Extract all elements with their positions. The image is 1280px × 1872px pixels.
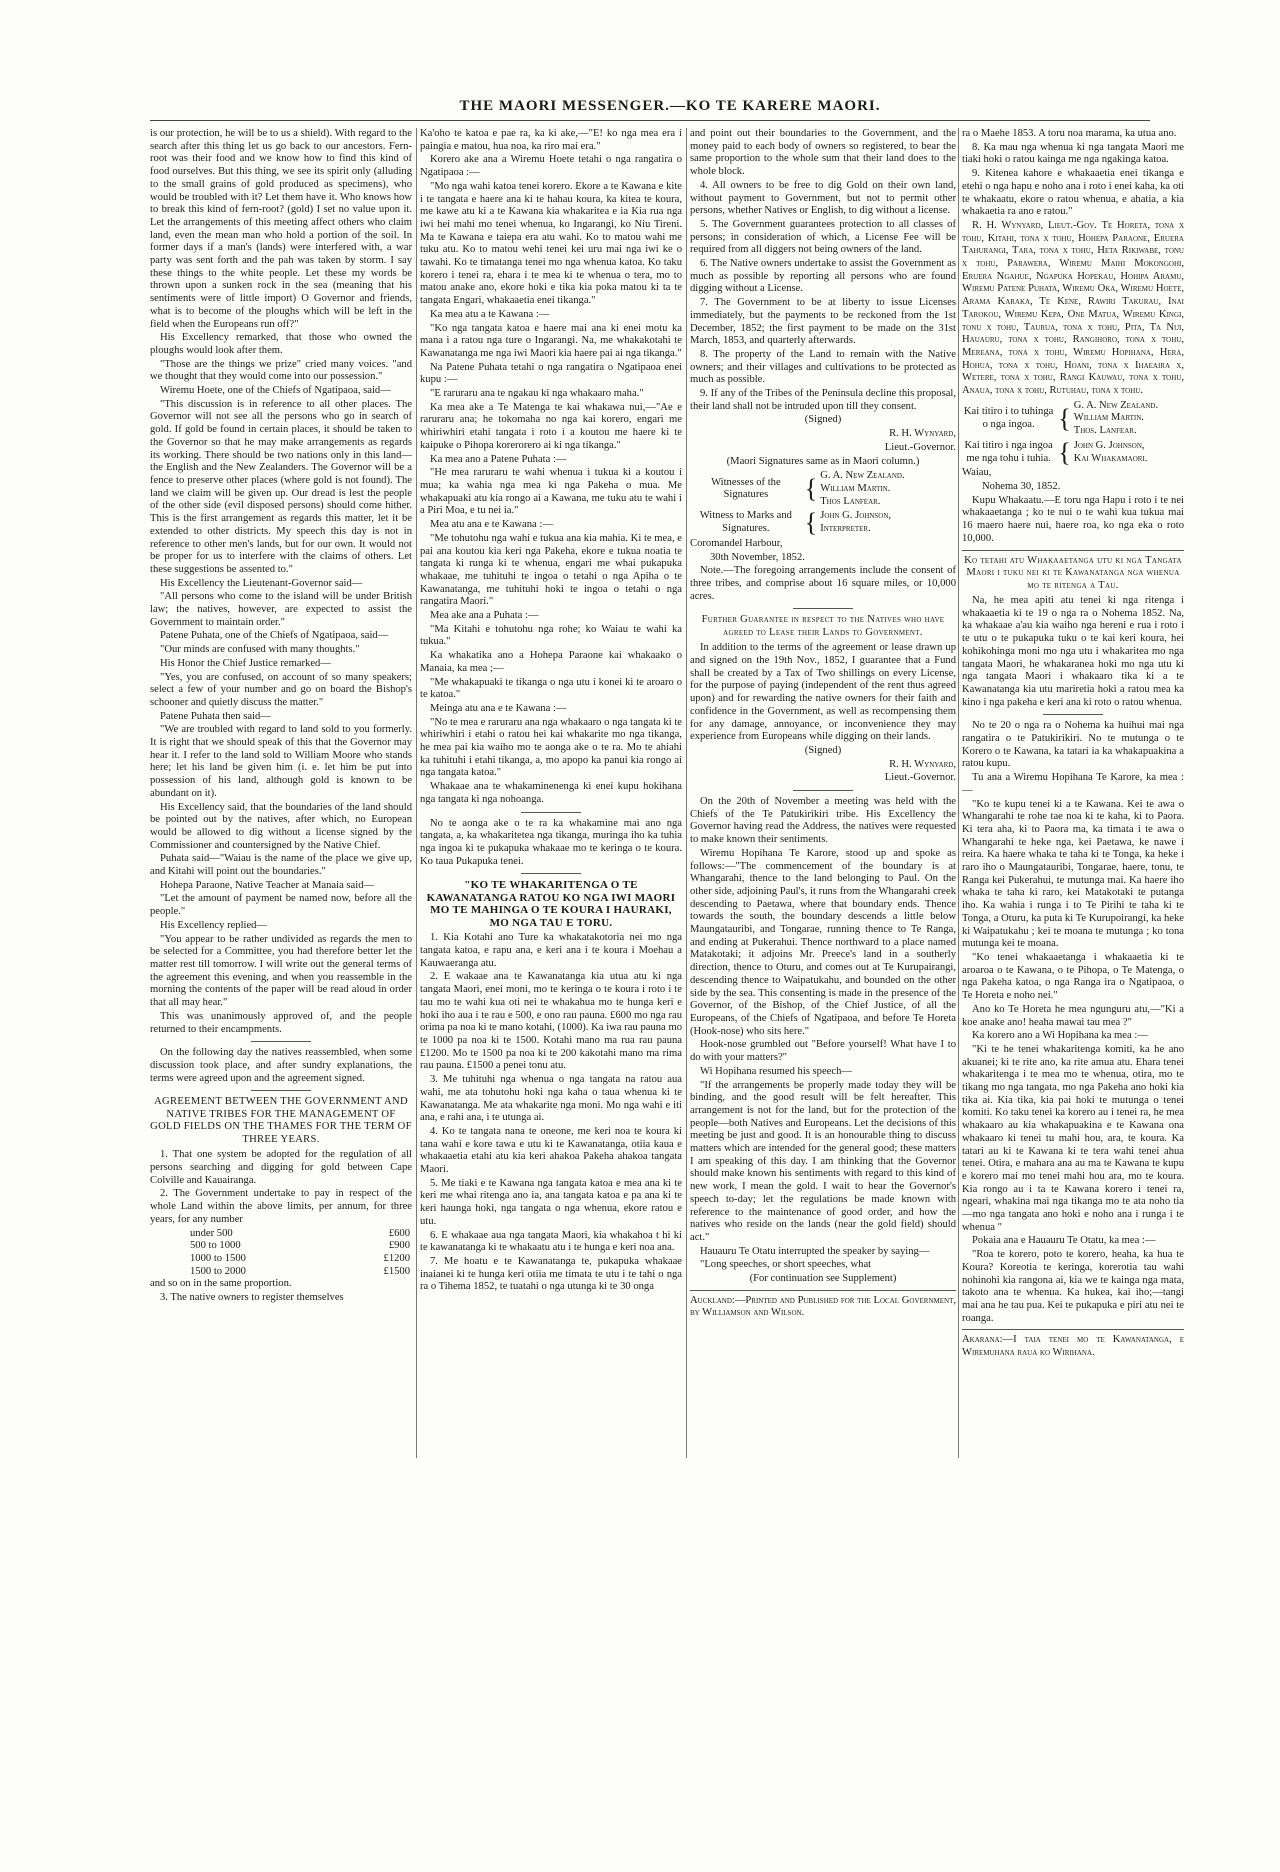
paragraph: "Long speeches, or short speeches, what [700,1259,872,1271]
paragraph: Wiremu Hopihana Te Karore, stood up and spoke as follows:—"The commencement of the boundary is at Whangarahi, thence to the land belonging to Paul. On the other side, adjoining Paul's, it runs from the Whangarahi creek descending to Paetawa, where that boundary ends. Thence towards the south, the boundary descends a little below Maungatauribi, and Tongarae, running thence to Te Ranga, and ending at Pukerahui. Thence northward to a place named Matakotaki; it adjoins Mr. Preece's land in a southerly direction, thence to Oturu, and comes out at Te Kurupairangi, descending thence to Waipatukahu, and bounded on the other side by the sea. This consenting is made in the presence of the Governor, of the Bishop, of the Chief Justice, of all the Europeans, of the Chiefs of Ngatipaoa, and before Te Horeta (Hook-nose) who sits here." [690,847,956,1037]
paragraph: "Those are the things we prize" cried many voices. "and we thought that they would come into our possession." [150,358,412,383]
table-row [150,1240,412,1253]
paragraph: His Excellency remarked, that those who owned the ploughs would look after them. [150,332,412,356]
paragraph: Ka mea ano a Patene Puhata :— [430,453,567,465]
section-rule [1043,714,1103,715]
place: Waiau, [962,467,992,479]
running-header: THE MAORI MESSENGER.—KO TE KARERE MAORI. [459,98,881,114]
signer-name: R. H. Wynyard, [889,428,956,440]
clause: 3. The native owners to register themselves [160,1292,344,1304]
paragraph: Korero ake ana a Wiremu Hoete tetahi o nga rangatira o Ngatipaoa :— [420,154,682,179]
witness-marks-label: Kai titiro i nga ingoa me nga tohu i tuhia. [964,439,1053,464]
paragraph: "Our minds are confused with many thoughts." [160,644,360,656]
paragraph: Ano ko Te Horeta he mea ngunguru atu,—"Ki a koe anake ano! heaha mawai tau mea ?" [962,1003,1184,1028]
imprint-rule [690,1290,956,1291]
table-cell-range: 500 to 1000 [190,1240,241,1252]
note: Kupu Whakaatu.—E toru nga Hapu i roto i te nei whakaaetanga ; ko te nui o te wahi kua tukua mai 16 maero haere nui, haere roa, ko nga eka o roto 10,000. [962,494,1184,544]
table-row [150,1266,412,1279]
witness-role: Kai Whakamaori. [1073,452,1148,464]
witnesses-block [690,470,956,508]
clause: 2. E wakaae ana te Kawanatanga kia utua atu ki nga tangata Maori, enei moni, mo te keringa o te koura i roto i te tau mo te wahi kua oti nei te whakahua mo te hunga keri e hoki iho aua i te rau e 500, e ono rau pauna. £600 mo nga rau orima pa noa ki te mano kotahi, (1000). Ka iwa rau pauna mo te 1000 pa noa ki te 1500. Kotahi mano ma rua rau pauna £1200. Mo te 1500 pa noa ki te 200 kakotahi mano ma rima rau pauna. £1500 a penei tonu atu. [420,971,682,1072]
witness-marks-list [820,510,956,535]
paragraph: On the following day the natives reassembled, when some discussion took place, and after sundry explanations, the terms were agreed upon and the agreement signed. [150,1047,412,1084]
witness-name: William Martin. [1073,412,1144,424]
paragraph: and so on in the same proportion. [150,1278,292,1290]
payment-table [150,1228,412,1279]
paragraph: and point out their boundaries to the Government, and the money paid to each body of owners so registered, to bear the same proportion to the whole sum that their land does to the whole block. [690,128,956,178]
clause: 6. E whakaae aua nga tangata Maori, kia whakahoa t hi ki te kawanatanga ki te whakaatu atu i te hunga e keri noa ana. [420,1229,682,1254]
witnesses-list [1074,400,1184,438]
clause: 7. The Government to be at liberty to issue Licenses immediately, but the payments to be reckoned from the 1st December, 1852; the first payment to be made on the 31st March, 1853, and quarterly afterwards. [690,297,956,347]
witnesses-label: Witnesses of the Signatures [711,476,781,501]
paragraph: Wi Hopihana resumed his speech— [700,1065,852,1077]
column-1-english-proceedings [150,128,412,1458]
paragraph: Ka'oho te katoa e pae ra, ka ki ake,—"E! ko nga mea era i paingia e matou, hua noa, ka riro mai era." [420,128,682,152]
paragraph: "He mea raruraru te wahi whenua i tukua ki a koutou i mua; ka wahia nga mea ki nga Pakeha o mua. Me whakapuaki atu kia rongo ai a Kawana, me tuku atu te wahi i a Piri Moa, e tu nei ia." [420,467,682,517]
table-cell-range: under 500 [190,1227,233,1239]
paragraph: Ka mea atu a te Kawana :— [430,308,550,320]
paragraph: "Mo nga wahi katoa tenei korero. Ekore a te Kawana e kite i te tangata e haere ana ki te hahau koura, ka kitea te koura, me kawe atu ki a te Kawana kia whakaritea e ia Kia rua nga iwi hei mahi mo tenei whenua, ko Ingarangi, ko Niu Tireni. Ma te Kawana e taiepa era atu wahi. Ko to matou wahi me tuku atu. Ko to matou wehi tenei kei uru mai nga iwi ke o tawahi. Ko te timatanga tenei mo nga whenua katoa. Ko taku korero i tenei ra, ehara i te mea ki te whenua o tera, mo to matou anake ano, ekore hoki e tika kia poka matou ki ta te tangata Engari, whakaaetia enei tikanga." [420,180,682,307]
paragraph: "No te mea e raruraru ana nga whakaaro o nga tangata ki te whiriwhiri i etahi o ratou hei kai whakarite mo nga tikanga, he mea pai kia waiho mo te aonga ake o te ra. Mo te ahiahi ka tuhituhi i etahi tikanga, a, mo apopo ka panui kia rongo ai nga tangata katoa." [420,716,682,779]
signer-title: Lieut.-Governor. [884,441,956,453]
paragraph: Patene Puhata then said— [160,710,271,722]
paragraph: Pokaia ana e Hauauru Te Otatu, ka mea :— [972,1235,1156,1247]
witness-name: John G. Johnson, [820,510,892,522]
clause: 7. Me hoatu e te Kawanatanga te, pukapuka whakaae inaianei ki te hunga keri otiia me timata te utu i te tahi o nga ra o Tihema 1852, te tuatahi o nga utunga ki te 30 onga [420,1255,682,1293]
clause: 6. The Native owners undertake to assist the Government as much as possible by reporting all persons who are found digging without a License. [690,258,956,295]
witnesses-label: Kai titiro i to tuhinga o nga ingoa. [963,406,1054,430]
maori-signatures-note: (Maori Signatures same as in Maori column.) [726,455,920,467]
table-row [150,1253,412,1266]
clause: 1. That one system be adopted for the regulation of all persons searching and digging for gold between Cape Colville and Kauairanga. [150,1149,412,1186]
table-cell-range: 1000 to 1500 [190,1252,246,1264]
section-rule [521,812,581,813]
paragraph: "Me tohutohu nga wahi e tukua ana kia mahia. Ki te mea, e pai ana koutou kia keri nga Pakeha, ekore e tukua noatia te tangata ki runga ki te whenua, engari me whai pukapuka whakaae, me tuhituhi te ingoa o tetahi o nga Apiha o te Kawanatanga, me tuhituhi hoki te ingoa o tetahi o nga rangatira Maori." [420,532,682,608]
paragraph: ra o Maehe 1853. A toru noa marama, ka utua ano. [962,128,1177,139]
paragraph: "Roa te korero, poto te korero, heaha, ka hua te Koura? Koreotia te keringa, korerotia tau wahi nohinohi kia rangona ai, kia we te kainga nga mata, takoto ana te whenua. Ka hukea, kai iho;—tangi mai ana he tau pua. Kei te pukapuka e piri atu nei te roanga. [962,1249,1184,1324]
witness-marks-block [690,508,956,538]
paragraph: Whakaae ana te whakaminenenga ki enei kupu hokihana nga tangata ki nga nohoanga. [420,781,682,805]
witness-marks-list [1074,440,1184,465]
clause: 3. Me tuhituhi nga whenua o nga tangata na ratou aua wahi, me ata tohutohu hoki nga kaha o taua whenua ki te Kawanatanga. Me ata whakarite nga moni. Mo nga wahi e iti ana, e rahi ana, i te utunga ai. [420,1074,682,1124]
paragraph: "Ki te he tenei whakaritenga komiti, ka he ano akuanei; ki te rite ano, ka rite amua atu. Ehara tenei whakaritenga i te mea mo te whenua, otira, mo te tikang mo nga tangata, mo nga Pakeha ano hoki kia tika ai. Kia tika, kia pai hoki te mutunga o tenei komiti. Ko taku tenei ka korero au i tenei ra, he mea whakaaro au kia whakapuakina e te Kawana ona whakaaro ki tenei tu mahi hou, ara, te koura. Ka tatari au ki te Kawana ki te tera wahi tenei ahua tenei. Otira, e mahara ana au ma te Kawana te kupu e korero mai mo tenei mahi hou ara, mo te koura. Kia rongo au i ta te Kawana korero i tenei ra, ngeari, whakina mai nga tikanga mo te ata noho tia—mo nga tangata ano hoki e noho ana i runga i te whenua " [962,1043,1184,1233]
column-divider [958,128,959,1458]
witness-name: G. A. New Zealand. [1073,399,1159,411]
paragraph: "Ko tenei whakaaetanga i whakaaetia ki te aroaroa o te Kawana, o te Pihopa, o Te Matenga, o nga Pakeha katoa, o nga Ranga ira o Ngatipaoa, o Te Horeta e noho nei." [962,951,1184,1002]
paragraph: His Excellency the Lieutenant-Governor said— [160,577,363,589]
table-cell-amount: £1500 [383,1265,410,1277]
date: 30th November, 1852. [710,551,805,563]
paragraph: "We are troubled with regard to land sold to you formerly. It is right that we should speak of this that the Governor may hear it. I refer to the land sold to William Moore who stands here; let his land be given him (i. e. let him be put into possession of his land, although gold is known to be abundant on it). [150,724,412,799]
paragraph: "You appear to be rather undivided as regards the men to be selected for a Committee, you had therefore better let the matter rest till tomorrow. I will write out the general terms of the agreement this evening, and when you reassemble in the morning the contents of the paper will be read aloud in order that all may hear." [150,933,412,1009]
guarantee-heading: Further Guarantee in respect to the Natives who have agreed to Lease their Lands to Government. [701,614,945,638]
paragraph: Ka korero ano a Wi Hopihana ka mea :— [972,1030,1148,1042]
place: Coromandel Harbour, [690,537,783,549]
clause: 1. Kia Kotahi ano Ture ka whakatakotoria nei mo nga tangata katoa, e rapu ana, e keri ana i te koura i Moehau a Kauwaeranga atu. [420,932,682,969]
continuation-note: (For continuation see Supplement) [749,1273,897,1285]
signer-name: R. H. Wynyard, [889,758,956,770]
date: Nohema 30, 1852. [982,480,1061,492]
column-3-agreement-continued [690,128,956,1458]
column-divider [416,128,417,1458]
paragraph: "E raruraru ana te ngakau ki nga whakaaro maha." [430,388,644,400]
paragraph: His Excellency replied— [160,919,268,931]
brace-glyph: { [804,508,818,538]
witness-name: William Martin. [820,482,891,494]
witnesses-block [962,400,1184,438]
clause: 8. The property of the Land to remain with the Native owners; and their villages and cultivations to be protected as much as possible. [690,348,956,386]
clause: 5. Me tiaki e te Kawana nga tangata katoa e mea ana ki te keri me whai ritenga ano ia, ana tangata katoa e pa ana ki te keri haunga hoki, nga tangata o nga whenua, ekore ratou e utu. [420,1177,682,1227]
witness-name: Thos. Lanfear. [1073,425,1137,437]
note: Note.—The foregoing arrangements include the consent of three tribes, and comprise about 16 square miles, or 10,000 acres. [690,565,956,602]
table-cell-amount: £1200 [383,1252,410,1264]
brace-glyph: { [1058,403,1071,433]
column-4-maori-continued [962,128,1184,1458]
signed-label: (Signed) [804,414,842,426]
paragraph: Mea atu ana e te Kawana :— [430,519,553,531]
witness-name: G. A. New Zealand. [820,470,905,482]
paragraph: In addition to the terms of the agreement or lease drawn up and signed on the 19th Nov., 1852, I guarantee that a Fund shall be created by a Tax of Two shillings on every License, for the purpose of paying (independent of the rent thus agreed upon) and for rewarding the native owners for their faith and confidence in the Government, as well as recompensing them for any damage, annoyance, or inconvenience they may experience from Europeans while digging on their lands. [690,642,956,743]
paragraph: "Ko nga tangata katoa e haere mai ana ki enei motu ka mana i a ratou nga ture o Ingarangi. Na, me whakakotahi te Kawanatanga me nga iwi Maori kia haere pai ai nga tikanga." [420,322,682,359]
paragraph: Hauauru Te Otatu interrupted the speaker by saying— [700,1245,930,1257]
witness-role: Interpreter. [820,523,871,535]
clause: 4. Ko te tangata nana te oneone, me keri noa te koura ki tana wahi e kore tawa e utu ki te Kawanatanga, otiia kaua e whakaaetia etahi atu kia keri ahakoa Pakeha ahakoa tangata Maori. [420,1125,682,1176]
witness-marks-label: Witness to Marks and Signatures. [699,510,792,535]
paragraph: Hook-nose grumbled out "Before yourself! What have I to do with your matters?" [690,1039,956,1064]
paragraph: "Me whakapuaki te tikanga o nga utu i konei ki te aroaro o te katoa." [420,676,682,701]
paragraph: Puhata said—"Waiau is the name of the place we give up, and Kitahi will point out the boundaries." [150,853,412,878]
table-cell-range: 1500 to 2000 [190,1265,246,1277]
clause: 9. Kitenea kahore e whakaaetia enei tikanga e etehi o nga hapu e noho ana i roto i enei kaha, ka oti te whakaatu, ekore o ratou whenua, e ahatia, a kia whakaetia ra ano e ratou." [962,168,1184,218]
paragraph: On the 20th of November a meeting was held with the Chiefs of the Te Patukirikiri tribe. His Excellency the Governor having read the Address, the natives were requested to make known their sentiments. [690,796,956,846]
column-2-maori-proceedings [420,128,682,1458]
header-rule [150,120,1150,121]
clause: 5. The Government guarantees protection to all classes of persons; in consideration of which, a License Fee will be required from all diggers not being owners of the land. [690,218,956,256]
paragraph: No te aonga ake o te ra ka whakamine mai ano nga tangata, a, ka whakaritetea nga tikanga, muringa iho ka tuhia nga ingoa ki te pukapuka whakaae mo te keringa o te koura. Ko taua Pukapuka tenei. [420,817,682,867]
paragraph: Na Patene Puhata tetahi o nga rangatira o Ngatipaoa enei kupu :— [420,361,682,386]
imprint-rule [962,1329,1184,1330]
witness-name: Thos Lanfear. [820,495,881,507]
paragraph: "This discussion is in reference to all other places. The Governor will not see all the persons who go in search of gold. If gold be found in certain places, it should be taken to the Governor so that he may make arrangements as regards its working. There should be two nations only in this land—the English and the New Zealanders. The Governor will be a fence to preserve other places (where gold is not found). The land we claim will be given up. Our dread is lest the people of the other side (evil disposed persons) should come hither. This is the first arrangement as regards this matter, let it be extended to other districts. My speech this day is not in reference to other men's lands, but for our own. It would not be proper for us to interfere with the claims of others. Let these suggestions be assented to." [150,398,412,575]
paragraph: Patene Puhata, one of the Chiefs of Ngatipaoa, said— [160,630,389,642]
witness-name: John G. Johnson, [1073,439,1145,451]
paragraph: Tu ana a Wiremu Hopihana Te Karore, ka mea :— [962,772,1184,796]
paragraph: This was unanimously approved of, and the people returned to their encampments. [150,1010,412,1035]
clause: 4. All owners to be free to dig Gold on their own land, without payment to Government, but not to permit other persons, whether Natives or English, to dig without a license. [690,179,956,217]
table-cell-amount: £900 [388,1240,410,1252]
section-rule [251,1041,311,1042]
paragraph: "All persons who come to the island will be under British law; the natives, however, are expected to assist the Government to maintain order." [150,591,412,628]
signed-label: (Signed) [804,744,842,756]
section-rule [793,608,853,609]
clause: 2. The Government undertake to pay in respect of the whole Land within the above limits, per annum, for three years, for any number [150,1188,412,1225]
agreement-heading-maori: "KO TE WHAKARITENGA O TE KAWANATANGA RATOU KO NGA IWI MAORI MO TE MAHINGA O TE KOURA I HAURAKI, MO NGA TAU E TORU. [426,879,676,929]
agreement-heading: AGREEMENT BETWEEN THE GOVERNMENT AND NATIVE TRIBES FOR THE MANAGEMENT OF GOLD FIELDS ON THE THAMES FOR THE TERM OF THREE YEARS. [150,1096,412,1145]
imprint: Akarana:—I taia tenei mo te Kawanatanga, e Wiremuhana raua ko Wirihana. [962,1334,1184,1359]
paragraph: "Ko te kupu tenei ki a te Kawana. Kei te awa o Whangarahi te rohe tae noa ki te kaha, ki to Paora. Ki tera aha, ki to Paora ma, ka timata i te awa o Whangarahi te heke nga, kei Paetawa, ke nawe i reira. Ka haere whaka te taha ki te Tonga, ka heke i raro iho o Maungatauribi, Tongarae, haere, tonu, te Ranga kei Pukerahui, te mutunga mai. Ka haere iho whaka te taha ki raro, kei Matakotaki te putanga iho. Ka wahia i runga i to Te Pirihi te taha ki te Tonga, a Oturu, ka puta ki Te Kurupoirangi, ka heke ki Waipatukahu ; kei te moana te mutunga ; ko tona mutunga kei te moana. [962,798,1184,950]
table-row [150,1228,412,1241]
clause: 9. If any of the Tribes of the Peninsula decline this proposal, their land shall not be intruded upon till they consent. [690,388,956,412]
paragraph: "Ma Kitahi e tohutohu nga rohe; ko Waiau te wahi ka tukua." [420,623,682,648]
signer-title: Lieut.-Governor. [884,772,956,784]
witness-marks-block [962,437,1184,467]
paragraph: Hohepa Paraone, Native Teacher at Manaia said— [160,879,375,891]
section-rule [962,550,1184,551]
paragraph: is our protection, he will be to us a shield). With regard to the search after this thing let us go back to our ancestors. Fern-root was their food and we know how to find this kind of food ourselves. But this thing, we see its spirit only (alluding to the small grains of gold produced as specimens), who would be troubled with it? Let them have it. Who knows how to break this kind of fern-root? (gold) I set no value upon it. Let the arrangements of this meeting affect others who claim land, even the mean man who hold a portion of the soil. In former days if a man's (lands) were interfered with, a war party was sent forth and the pah was taken by storm. I say these things to the white people. Let these my words be thrown upon a sunken rock in the sea (meaning that his sentiments were of little import) O Governor and friends, what is to become of the ploughs which will be left in the field when the Europeans run off?" [150,128,412,330]
paragraph: His Excellency said, that the boundaries of the land should be pointed out by the natives, after which, no European would be allowed to dig without a license signed by the Commissioner and countersigned by the Native Chief. [150,801,412,851]
brace-glyph: { [1058,437,1071,467]
paragraph: Ka mea ake a Te Matenga te kai whakawa nui,—"Ae e raruraru ana; he tokomaha no nga kai korero, engari me whiriwhiri etahi tangata i roto i a koutou me haere ki te kaipuke o Pihopa korerorero ai ki nga tikanga." [420,401,682,451]
signatory-list: R. H. Wynyard, Lieut.-Gov. Te Horeta, tona x tohu, Kitahi, tona x tohu, Hohepa Paraone, Eruera Tahurangi, Tara, tona x tohu, Heta Rikiwabe, tonu x tohu, Parawera, Wiremu Maihi Mokongohi, Eruera Ngahue, Ngapuka Hopekau, Hohipa Aramu, Wiremu Patene Puhata, Wiremu Oka, Wiremu Hoete, Arama Karaka, Te Kene, Rawiri Takurau, Inai Tarokou, Wiremu Kepa, One Matua, Wiremu Kingi, tonu x tohu, Taurua, tona x tohu, Pita, Ta Nui, Hauauru, tona x tohu, Rangihoro, tona x tohu, Mereana, tona x tohu, Wiremu Hopihana, Hera, Hohua, tona x tohu, Hoani, tona x Ihaeaira x, Wetere, tona x tohu, Rangi Kauwau, tona x tohu, Anaua, tona x tohu, Rutuhau, tona x tohu. [962,219,1184,397]
section-rule [251,1090,311,1091]
paragraph: Meinga atu ana e te Kawana :— [430,702,567,714]
paragraph: "If the arrangements be properly made today they will be binding, and the good result will be felt hereafter. This arrangement is not for the land, but for the protection of the people—both Natives and Europeans. Let the decisions of this meeting be just and good. It is an honourable thing to discuss matters which are intended for the general good; these matters I am speaking of this day. I am thinking that the Governor should make known his sentiments with regard to this kind of new work, I mean the gold. I wait to hear the Governor's speech to-day; let the regulations be made known with reference to the maintenance of good order, and how the natives who reside on the lands (near the gold field) should act." [690,1079,956,1243]
paragraph: Na, he mea apiti atu tenei ki nga ritenga i whakaaetia ki te 19 o nga ra o Nohema 1852. Na, ka whakaae a'au kia waiho nga hereni e rua i roto i te utu o te pukapuka tuku o te kai keri koura, hei kohikohinga moni mo nga utu i whakaritea mo nga tangata Maori, he whakaranea hoki mo nga utu ki nga tangata Maori i whakaaro tika ki a te Kawanatanga kia utu mariretia hoki a ratou mea ka kino i nga pakeha e keri ana ki roto o ratou whenua. [962,595,1184,708]
paragraph: "Yes, you are confused, on account of so many speakers; select a few of your number and go on board the Bishop's schooner and quietly discuss the matter." [150,671,412,708]
paragraph: His Honor the Chief Justice remarked— [160,657,331,669]
paragraph: No te 20 o nga ra o Nohema ka huihui mai nga rangatira o te Patukirikiri. No te mutunga o te Korero o te Kawana, ka tatari ia ka whakapuakina a ratou kupu. [962,720,1184,770]
paragraph: Wiremu Hoete, one of the Chiefs of Ngatipaoa, said— [160,385,391,397]
section-rule [521,873,581,874]
clause: 8. Ka mau nga whenua ki nga tangata Maori me tiaki hoki o ratou kainga me nga ngakinga katoa. [962,141,1184,166]
table-cell-amount: £600 [388,1227,410,1239]
paragraph: Ka whakatika ano a Hohepa Paraone kai whakaako o Manaia, ka mea ;— [420,650,682,674]
brace-glyph: { [804,474,818,504]
section-rule [793,790,853,791]
guarantee-heading-maori: Ko tetahi atu Whakaaetanga utu ki nga Tangata Maori i tuku nei ki te Kawanatanga nga whenua mo te ritenga a Tau. [964,554,1182,591]
paragraph: Mea ake ana a Puhata :— [430,610,539,622]
imprint: Auckland:—Printed and Published for the Local Government, by Williamson and Wilson. [690,1294,956,1319]
paragraph: "Let the amount of payment be named now, before all the people." [150,893,412,918]
witnesses-list [820,470,956,508]
column-divider [686,128,687,1458]
